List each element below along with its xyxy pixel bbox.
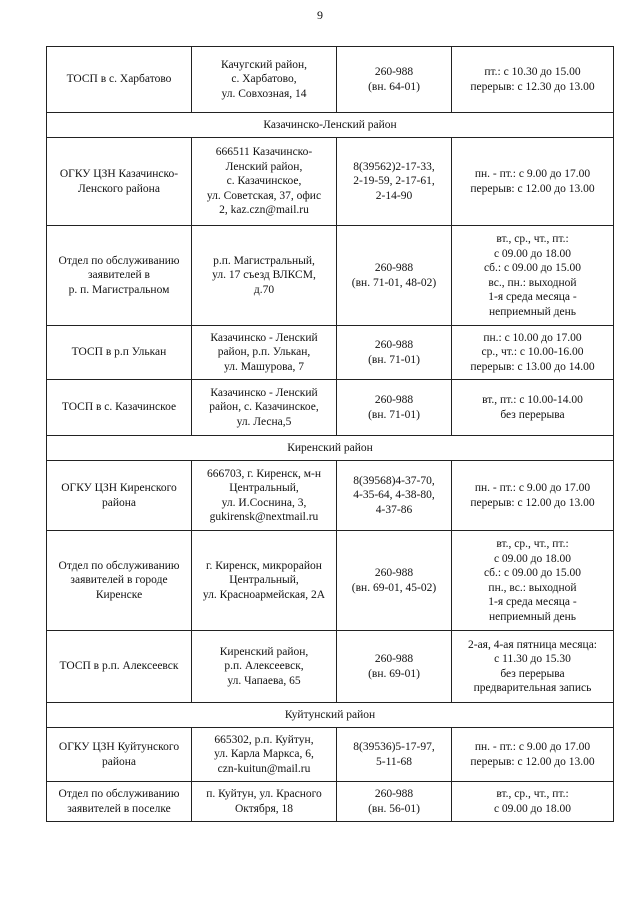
cell-text-line: р.п. Алексеевск, [224, 660, 304, 673]
cell-text-line: czn-kuitun@mail.ru [217, 762, 311, 775]
hours-cell [452, 782, 614, 822]
cell-text-line: ТОСП в с. Харбатово [66, 73, 172, 86]
cell-text-line: сб.: с 09.00 до 15.00 [483, 567, 582, 579]
cell-text-line: заявителей в городе [70, 574, 168, 587]
cell-text-line: пн., вс.: выходной [488, 581, 577, 594]
cell-text-line: 260-988 [374, 653, 414, 665]
cell-text-line: с. Харбатово, [231, 73, 297, 86]
office-row [47, 326, 614, 380]
cell-text-line: ТОСП в р.п Улькан [71, 346, 167, 359]
cell-text-line: 1-я среда месяца - [488, 291, 577, 303]
office-row [47, 226, 614, 326]
cell-text-line: Центральный, [229, 482, 299, 494]
cell-text-line: ул. Машурова, 7 [223, 360, 305, 373]
cell-text-line: (вн. 69-01) [368, 667, 420, 680]
cell-text-line: (вн. 71-01) [368, 408, 420, 421]
cell-text-line: 665302, р.п. Куйтун, [214, 733, 314, 746]
office-row [47, 728, 614, 782]
cell-text-line: 4-37-86 [375, 503, 413, 516]
cell-text-line: (вн. 64-01) [368, 80, 420, 93]
cell-text-line: сб.: с 09.00 до 15.00 [483, 262, 582, 274]
cell-text-line: Качугский район, [220, 58, 308, 71]
office-name-cell [47, 226, 192, 326]
cell-text-line: 2, kaz.czn@mail.ru [219, 204, 309, 217]
cell-text-line: 260-988 [374, 788, 414, 800]
office-name-cell [47, 380, 192, 436]
cell-text-line: заявителей в [88, 269, 150, 282]
cell-text-line: вт., ср., чт., пт.: [496, 538, 569, 550]
office-name-cell [47, 138, 192, 226]
cell-text-line: 8(39536)5-17-97, [353, 741, 435, 753]
cell-text-line: район, р.п. Улькан, [217, 346, 311, 359]
office-name-cell [47, 631, 192, 703]
office-name-cell [47, 531, 192, 631]
office-row [47, 138, 614, 226]
office-row [47, 631, 614, 703]
hours-cell [452, 631, 614, 703]
cell-text-line: р. п. Магистральном [68, 283, 170, 296]
cell-text-line: с. Казачинское, [226, 175, 302, 188]
cell-text-line: п. Куйтун, ул. Красного [206, 788, 322, 800]
cell-text-line: (вн. 71-01, 48-02) [351, 276, 437, 289]
cell-text-line: (вн. 71-01) [368, 353, 420, 366]
hours-cell [452, 728, 614, 782]
address-cell [192, 461, 337, 531]
cell-text-line: вт., пт.: с 10.00-14.00 [482, 394, 583, 406]
cell-text-line: 260-988 [374, 262, 414, 274]
page-number: 9 [317, 8, 323, 22]
cell-text-line: пн. - пт.: с 9.00 до 17.00 [474, 741, 591, 753]
phone-cell [337, 728, 452, 782]
address-cell [192, 782, 337, 822]
address-cell [192, 138, 337, 226]
cell-text-line: (вн. 69-01, 45-02) [351, 581, 437, 594]
cell-text-line: 2-ая, 4-ая пятница месяца: [468, 638, 597, 651]
cell-text-line: район, с. Казачинское, [209, 401, 319, 414]
cell-text-line: (вн. 56-01) [368, 802, 420, 815]
cell-text-line: ТОСП в р.п. Алексеевск [59, 660, 179, 673]
cell-text-line: ул. Чапаева, 65 [227, 674, 301, 687]
cell-text-line: ул. Совхозная, 14 [221, 87, 307, 100]
cell-text-line: Отдел по обслуживанию [58, 788, 180, 800]
address-cell [192, 226, 337, 326]
cell-text-line: 1-я среда месяца - [488, 596, 577, 608]
office-row [47, 47, 614, 113]
cell-text-line: Казачинско - Ленский [210, 386, 318, 399]
cell-text-line: ТОСП в с. Казачинское [61, 401, 177, 414]
district-title: Куйтунский район [47, 703, 614, 728]
hours-cell [452, 461, 614, 531]
address-cell [192, 326, 337, 380]
district-header-row [47, 113, 614, 138]
office-name-cell [47, 461, 192, 531]
cell-text-line: 5-11-68 [376, 755, 412, 768]
phone-cell [337, 326, 452, 380]
cell-text-line: заявителей в поселке [67, 802, 171, 815]
cell-text-line: пн. - пт.: с 9.00 до 17.00 [474, 168, 591, 180]
cell-text-line: перерыв: с 12.00 до 13.00 [470, 496, 595, 509]
office-name-cell [47, 782, 192, 822]
cell-text-line: ул. 17 съезд ВЛКСМ, [212, 269, 316, 282]
cell-text-line: перерыв: с 12.30 до 13.00 [470, 80, 595, 93]
cell-text-line: вс., пн.: выходной [488, 276, 577, 289]
cell-text-line: Казачинско - Ленский [210, 331, 318, 344]
cell-text-line: перерыв: с 13.00 до 14.00 [470, 360, 595, 373]
cell-text-line: Ленский район, [225, 160, 303, 173]
cell-text-line: д.70 [253, 283, 275, 296]
office-row [47, 531, 614, 631]
cell-text-line: Центральный, [229, 574, 299, 587]
cell-text-line: 8(39562)2-17-33, [353, 160, 435, 173]
cell-text-line: 2-19-59, 2-17-61, [353, 175, 435, 188]
cell-text-line: 2-14-90 [375, 189, 413, 202]
phone-cell [337, 226, 452, 326]
cell-text-line: ул. Советская, 37, офис [206, 189, 322, 202]
hours-cell [452, 531, 614, 631]
offices-table-body [47, 47, 614, 822]
cell-text-line: пн.: с 10.00 до 17.00 [483, 331, 582, 344]
office-row [47, 782, 614, 822]
cell-text-line: с 09.00 до 18.00 [493, 802, 572, 815]
office-name-cell [47, 728, 192, 782]
cell-text-line: 8(39568)4-37-70, [353, 474, 435, 487]
cell-text-line: 4-35-64, 4-38-80, [353, 489, 435, 502]
cell-text-line: ул. И.Соснина, 3, [221, 496, 307, 509]
cell-text-line: вт., ср., чт., пт.: [496, 788, 569, 800]
phone-cell [337, 631, 452, 703]
address-cell [192, 728, 337, 782]
cell-text-line: gukirensk@nextmail.ru [209, 511, 319, 523]
office-name-cell [47, 47, 192, 113]
cell-text-line: р.п. Магистральный, [213, 254, 315, 267]
cell-text-line: пн. - пт.: с 9.00 до 17.00 [474, 482, 591, 494]
cell-text-line: г. Киренск, микрорайон [206, 559, 322, 572]
cell-text-line: перерыв: с 12.00 до 13.00 [470, 182, 595, 195]
cell-text-line: Отдел по обслуживанию [58, 559, 180, 572]
office-name-cell [47, 326, 192, 380]
cell-text-line: 260-988 [374, 567, 414, 579]
cell-text-line: 260-988 [374, 339, 414, 351]
phone-cell [337, 461, 452, 531]
cell-text-line: с 11.30 до 15.30 [494, 653, 571, 665]
district-title: Казачинско-Ленский район [47, 113, 614, 138]
cell-text-line: ср., чт.: с 10.00-16.00 [481, 346, 584, 359]
address-cell [192, 531, 337, 631]
office-row [47, 461, 614, 531]
phone-cell [337, 531, 452, 631]
cell-text-line: неприемный день [489, 610, 576, 623]
phone-cell [337, 782, 452, 822]
cell-text-line: ул. Лесна,5 [236, 415, 292, 428]
district-header-row [47, 703, 614, 728]
cell-text-line: вт., ср., чт., пт.: [496, 233, 569, 245]
cell-text-line: неприемный день [489, 305, 576, 318]
address-cell [192, 631, 337, 703]
cell-text-line: перерыв: с 12.00 до 13.00 [470, 755, 595, 768]
cell-text-line: ОГКУ ЦЗН Казачинско- [59, 168, 179, 180]
hours-cell [452, 326, 614, 380]
hours-cell [452, 226, 614, 326]
cell-text-line: Отдел по обслуживанию [58, 254, 180, 267]
cell-text-line: пт.: с 10.30 до 15.00 [484, 66, 581, 78]
cell-text-line: 666703, г. Киренск, м-н [207, 467, 321, 480]
hours-cell [452, 47, 614, 113]
district-title: Киренский район [47, 436, 614, 461]
cell-text-line: с 09.00 до 18.00 [493, 552, 572, 565]
cell-text-line: ОГКУ ЦЗН Киренского [61, 482, 177, 494]
address-cell [192, 47, 337, 113]
cell-text-line: без перерыва [500, 408, 565, 421]
cell-text-line: без перерыва [500, 667, 565, 680]
cell-text-line: предварительная запись [473, 682, 592, 694]
cell-text-line: ул. Карла Маркса, 6, [214, 748, 314, 761]
cell-text-line: 666511 Казачинско- [215, 146, 313, 159]
district-header-row [47, 436, 614, 461]
cell-text-line: Киренске [95, 588, 143, 601]
offices-table [46, 46, 614, 822]
office-row [47, 380, 614, 436]
address-cell [192, 380, 337, 436]
hours-cell [452, 380, 614, 436]
cell-text-line: Ленского района [78, 182, 160, 195]
cell-text-line: 260-988 [374, 394, 414, 406]
hours-cell [452, 138, 614, 226]
cell-text-line: с 09.00 до 18.00 [493, 247, 572, 260]
cell-text-line: Октября, 18 [234, 802, 294, 815]
cell-text-line: 260-988 [374, 66, 414, 78]
cell-text-line: Киренский район, [219, 645, 309, 658]
phone-cell [337, 138, 452, 226]
phone-cell [337, 380, 452, 436]
cell-text-line: района [101, 755, 137, 768]
cell-text-line: ул. Красноармейская, 2А [202, 588, 326, 601]
phone-cell [337, 47, 452, 113]
cell-text-line: района [101, 496, 137, 509]
cell-text-line: ОГКУ ЦЗН Куйтунского [58, 741, 180, 753]
